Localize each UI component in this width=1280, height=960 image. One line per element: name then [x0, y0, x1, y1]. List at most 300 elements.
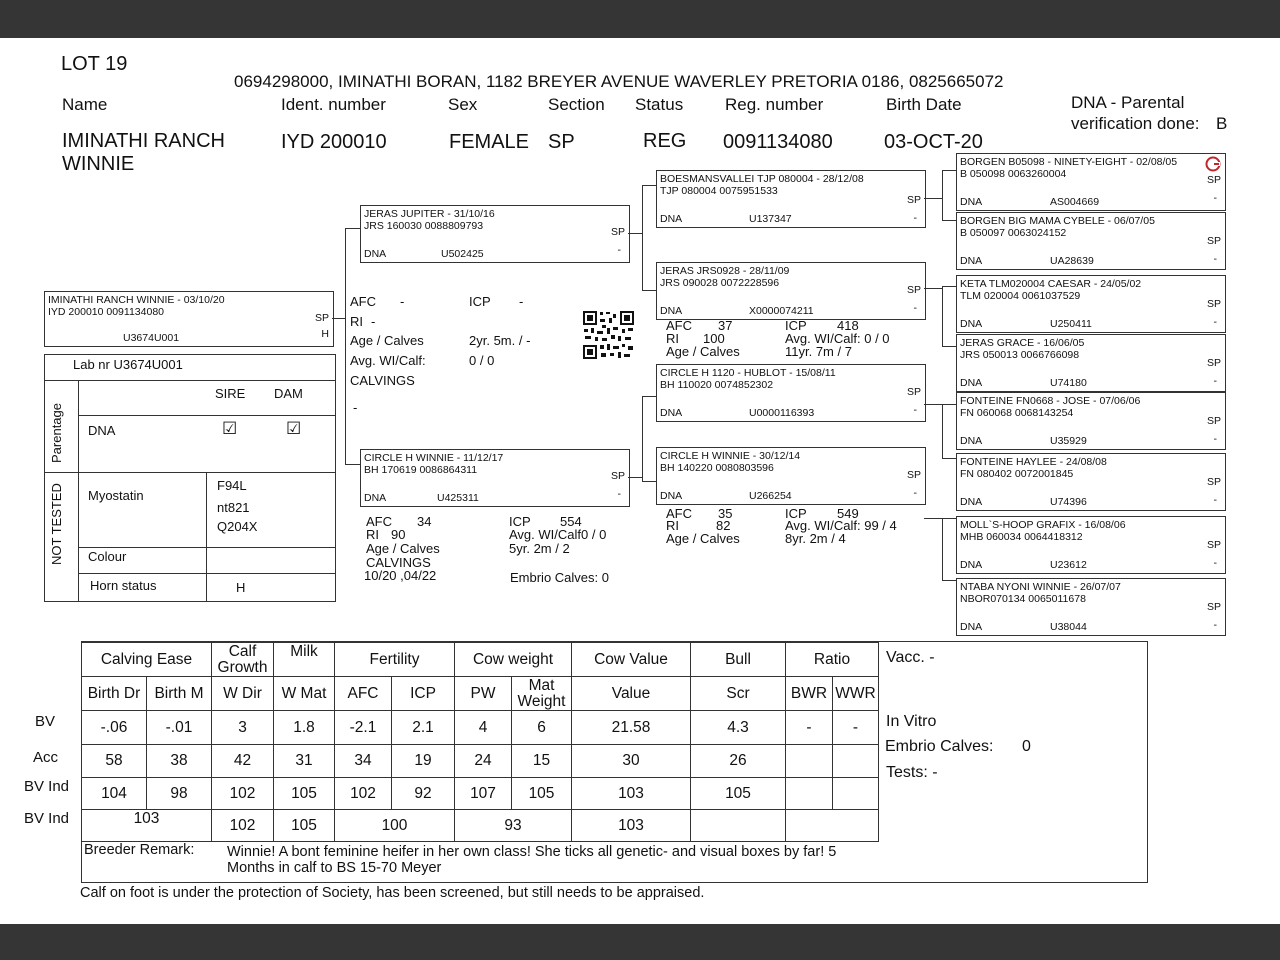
connector-gp1-vertical [942, 170, 943, 220]
connector-ggp7 [942, 518, 956, 519]
main-age-label: Age / Calves [350, 333, 424, 348]
ind-cell: 105 [691, 778, 786, 810]
great-grandparent-box-2 [956, 212, 1226, 270]
gp1-ids: TJP 080004 0075951533 [660, 185, 778, 197]
gp2-title: JERAS JRS0928 - 28/11/09 [660, 265, 790, 277]
sub-icp: ICP [392, 677, 455, 711]
ggp8-ids: NBOR070134 0065011678 [960, 593, 1086, 605]
bv-cell: 4.3 [691, 711, 786, 745]
ind-cell: 105 [274, 778, 335, 810]
dam-dna-value: U425311 [437, 492, 479, 504]
connector-gp2-vertical [942, 286, 943, 346]
gp2-ri-value: 100 [703, 331, 725, 346]
ggp8-dash: - [1213, 619, 1217, 631]
dam-ri-label: RI [366, 527, 379, 542]
dam-afc-label: AFC [366, 514, 392, 529]
gp2-dash: - [913, 302, 917, 314]
ggp5-dna-value: U35929 [1050, 435, 1087, 447]
ggp7-ids: MHB 060034 0064418312 [960, 531, 1083, 543]
footer-note: Calf on foot is under the protection of Society, has been screened, but still needs to be appraised. [80, 885, 705, 901]
animal-reg: 0091134080 [723, 131, 833, 153]
bv-cell: 3 [212, 711, 274, 745]
ggp4-dna-label: DNA [960, 377, 983, 389]
main-animal-h: H [321, 328, 329, 340]
ggp8-dna-label: DNA [960, 621, 983, 633]
breeder-remark-line-2: Months in calf to BS 15-70 Meyer [227, 860, 442, 876]
lab-divider-3 [45, 472, 335, 473]
acc-cell [833, 745, 879, 778]
ggp4-dna-value: U74180 [1050, 377, 1087, 389]
connector-ggp8 [942, 580, 956, 581]
ind-cell: 98 [147, 778, 212, 810]
lab-number: Lab nr U3674U001 [73, 357, 183, 372]
gp4-dna-value: U266254 [749, 490, 792, 502]
main-animal-title: IMINATHI RANCH WINNIE - 03/10/20 [48, 294, 225, 306]
lab-dam-header: DAM [274, 386, 303, 401]
ind-cell: 92 [392, 778, 455, 810]
dam-avg: Avg. WI/Calf0 / 0 [509, 527, 607, 542]
grandparent-box-3 [656, 364, 926, 422]
dam-afc-value: 34 [417, 514, 432, 529]
ggp1-dna-value: AS004669 [1050, 196, 1100, 208]
connector-gp1-mid [924, 198, 942, 199]
ggp4-sp: SP [1206, 357, 1221, 369]
dam-age-label: Age / Calves [366, 541, 440, 556]
ggp8-sp: SP [1206, 601, 1221, 613]
group-ratio: Ratio [786, 643, 879, 677]
ind-cell [833, 778, 879, 810]
header-dna-2: verification done: [1071, 114, 1200, 133]
ggp6-ids: FN 080402 0072001845 [960, 468, 1074, 480]
gp4-afc-label: AFC [666, 506, 692, 521]
dam-calving-dates: 10/20 ,04/22 [364, 568, 437, 583]
ind2-cow-value: 103 [572, 810, 691, 842]
animal-section: SP [548, 131, 575, 153]
lab-vertical-divider [78, 380, 79, 601]
ind-cell: 103 [572, 778, 691, 810]
sub-bwr: BWR [786, 677, 833, 711]
owner-line: 0694298000, IMINATHI BORAN, 1182 BREYER AVENUE WAVERLEY PRETORIA 0186, 0825665072 [234, 72, 1004, 91]
header-ident: Ident. number [281, 95, 386, 114]
bv-cell: 2.1 [392, 711, 455, 745]
connector-gp1 [642, 185, 656, 186]
horn-label: Horn status [90, 578, 157, 593]
gp2-dna-label: DNA [660, 305, 683, 317]
header-birth: Birth Date [886, 95, 962, 114]
ggp8-title: NTABA NYONI WINNIE - 26/07/07 [960, 581, 1121, 593]
ggp6-dna-value: U74396 [1050, 496, 1087, 508]
lab-divider [45, 380, 335, 381]
connector-ggp1 [942, 170, 956, 171]
ind2-milk: 105 [274, 810, 335, 842]
in-vitro-label: In Vitro [886, 713, 937, 730]
dam-dna-checkbox-icon: ☑ [286, 419, 302, 438]
bv-cell: 1.8 [274, 711, 335, 745]
connector-main-mid [332, 318, 345, 319]
sire-sp: SP [610, 226, 625, 238]
sire-dash: - [617, 244, 621, 256]
main-ri-value: - [371, 314, 376, 329]
sub-w-mat: W Mat [274, 677, 335, 711]
colour-label: Colour [88, 549, 127, 564]
group-cow-weight: Cow weight [455, 643, 572, 677]
ggp5-dash: - [1213, 433, 1217, 445]
bottom-bar [0, 924, 1280, 960]
breeder-remark-label: Breeder Remark: [84, 842, 195, 858]
connector-gp3-vertical [942, 404, 943, 458]
ind-cell: 104 [82, 778, 147, 810]
myostatin-label: Myostatin [88, 488, 144, 503]
sub-pw: PW [455, 677, 512, 711]
gp4-age-label: Age / Calves [666, 531, 740, 546]
header-dna-value: B [1216, 114, 1228, 133]
sub-afc: AFC [335, 677, 392, 711]
horn-value: H [236, 580, 246, 595]
ggp1-dash: - [1213, 192, 1217, 204]
bv-cell: - [786, 711, 833, 745]
acc-cell: 58 [82, 745, 147, 778]
acc-cell: 34 [335, 745, 392, 778]
dam-box [360, 449, 630, 507]
lab-vertical-divider-2 [206, 472, 207, 601]
gp4-avg: Avg. WI/Calf: 99 / 4 [785, 518, 897, 533]
dam-ids: BH 170619 0086864311 [364, 464, 478, 476]
main-avg-value: 0 / 0 [469, 353, 495, 368]
qr-code [582, 310, 635, 360]
acc-cell: 15 [512, 745, 572, 778]
ggp4-dash: - [1213, 375, 1217, 387]
bv-cell: 21.58 [572, 711, 691, 745]
connector-gp2-mid [924, 288, 942, 289]
ggp7-dash: - [1213, 557, 1217, 569]
ggp4-ids: JRS 050013 0066766098 [960, 349, 1080, 361]
sire-dna-label: DNA [364, 248, 387, 260]
sub-mat-weight: Mat Weight [512, 677, 572, 711]
gp4-afc-value: 35 [718, 506, 733, 521]
main-calvings-value: - [353, 400, 358, 415]
group-bull: Bull [691, 643, 786, 677]
ggp6-dash: - [1213, 494, 1217, 506]
main-ri-label: RI [350, 314, 363, 329]
connector-main-vertical [345, 228, 346, 464]
animal-name-2: WINNIE [62, 153, 135, 175]
parentage-label: Parentage [49, 403, 64, 463]
header-name: Name [62, 95, 108, 114]
connector-sire-vertical [642, 185, 643, 290]
gp2-afc-label: AFC [666, 318, 692, 333]
row-label-acc: Acc [33, 749, 59, 766]
ggp3-sp: SP [1206, 298, 1221, 310]
dam-title: CIRCLE H WINNIE - 11/12/17 [364, 452, 504, 464]
animal-birth: 03-OCT-20 [884, 131, 983, 153]
ggp6-dna-label: DNA [960, 496, 983, 508]
breeding-values-table [81, 642, 879, 842]
great-grandparent-box-6 [956, 453, 1226, 511]
header-status: Status [635, 95, 684, 114]
connector-gp4-mid [924, 518, 942, 519]
connector-ggp6 [942, 458, 956, 459]
ggp7-dna-value: U23612 [1050, 559, 1087, 571]
bv-cell: 6 [512, 711, 572, 745]
grandparent-box-4 [656, 447, 926, 505]
ind2-calf-growth: 102 [212, 810, 274, 842]
lab-box [44, 354, 336, 602]
ind2-cow-weight: 93 [455, 810, 572, 842]
acc-cell: 30 [572, 745, 691, 778]
header-section: Section [548, 95, 605, 114]
sub-w-dir: W Dir [212, 677, 274, 711]
ggp3-dna-label: DNA [960, 318, 983, 330]
vacc-text: Vacc. - [886, 649, 935, 666]
group-milk: Milk [274, 643, 335, 677]
ggp7-dna-label: DNA [960, 559, 983, 571]
header-sex: Sex [448, 95, 478, 114]
gp1-sp: SP [906, 194, 921, 206]
acc-cell: 38 [147, 745, 212, 778]
gp2-icp-value: 418 [837, 318, 859, 333]
bv-cell: 4 [455, 711, 512, 745]
not-tested-label: NOT TESTED [49, 483, 64, 565]
lab-divider-5 [78, 573, 335, 574]
connector-ggp5 [942, 404, 956, 405]
lot-number: LOT 19 [61, 53, 128, 75]
animal-name-1: IMINATHI RANCH [62, 130, 225, 152]
main-calvings-label: CALVINGS [350, 373, 415, 388]
dam-dash: - [617, 488, 621, 500]
gp4-ri-value: 82 [716, 518, 731, 533]
ind-cell [786, 778, 833, 810]
connector-gp4-vertical [942, 518, 943, 580]
sub-value: Value [572, 677, 691, 711]
ggp3-dna-value: U250411 [1050, 318, 1092, 330]
dam-icp-label: ICP [509, 514, 531, 529]
gp4-ids: BH 140220 0080803596 [660, 462, 774, 474]
gp2-sp: SP [906, 284, 921, 296]
group-calving-ease: Calving Ease [82, 643, 212, 677]
gp1-dash: - [913, 212, 917, 224]
bv-cell: - [833, 711, 879, 745]
main-animal-ids: IYD 200010 0091134080 [48, 306, 164, 318]
gp1-title: BOESMANSVALLEI TJP 080004 - 28/12/08 [660, 173, 864, 185]
dam-ri-value: 90 [391, 527, 406, 542]
main-animal-dna: U3674U001 [123, 332, 180, 344]
main-animal-box [44, 291, 334, 347]
connector-ggp4 [942, 346, 956, 347]
acc-cell: 26 [691, 745, 786, 778]
gp3-title: CIRCLE H 1120 - HUBLOT - 15/08/11 [660, 367, 836, 379]
ind2-bull [691, 810, 786, 842]
gp3-dash: - [913, 404, 917, 416]
animal-sex: FEMALE [449, 131, 530, 153]
grandparent-box-1 [656, 170, 926, 228]
breeder-remark-line-1: Winnie! A bont feminine heifer in her own class! She ticks all genetic- and visual boxes by far! 5 [227, 844, 837, 860]
main-afc-value: - [400, 294, 405, 309]
gp3-dna-value: U0000116393 [749, 407, 815, 419]
ggp1-dna-label: DNA [960, 196, 983, 208]
ggp6-title: FONTEINE HAYLEE - 24/08/08 [960, 456, 1107, 468]
ind2-ratio [786, 810, 879, 842]
connector-gp2 [642, 290, 656, 291]
great-grandparent-box-7 [956, 516, 1226, 574]
sire-title: JERAS JUPITER - 31/10/16 [364, 208, 495, 220]
gp2-age-value: 11yr. 7m / 7 [785, 344, 852, 359]
animal-status: REG [643, 130, 687, 152]
gp1-dna-label: DNA [660, 213, 683, 225]
grandparent-box-2 [656, 262, 926, 320]
row-label-bv-ind: BV Ind [24, 778, 70, 795]
connector-ggp3 [942, 286, 956, 287]
sub-scr: Scr [691, 677, 786, 711]
ggp5-dna-label: DNA [960, 435, 983, 447]
gp2-icp-label: ICP [785, 318, 807, 333]
gp4-ri-label: RI [666, 518, 679, 533]
bv-cell: -2.1 [335, 711, 392, 745]
group-cow-value: Cow Value [572, 643, 691, 677]
great-grandparent-box-8 [956, 578, 1226, 636]
gp2-dna-value: X0000074211 [749, 305, 814, 317]
sire-ids: JRS 160030 0088809793 [364, 220, 484, 232]
lab-dna-label: DNA [88, 423, 116, 438]
great-grandparent-box-4 [956, 334, 1226, 392]
main-icp-label: ICP [469, 294, 491, 309]
main-age-value: 2yr. 5m. / - [469, 333, 531, 348]
gp3-ids: BH 110020 0074852302 [660, 379, 774, 391]
top-bar [0, 0, 1280, 38]
embrio-calves-label: Embrio Calves: [885, 738, 994, 755]
animal-ident: IYD 200010 [281, 131, 387, 153]
gp2-age-label: Age / Calves [666, 344, 740, 359]
gp4-title: CIRCLE H WINNIE - 30/12/14 [660, 450, 801, 462]
ggp8-dna-value: U38044 [1050, 621, 1087, 633]
dam-sp: SP [610, 470, 625, 482]
ind-cell: 102 [335, 778, 392, 810]
connector-dam-mid [628, 477, 642, 478]
ggp1-ids: B 050098 0063260004 [960, 168, 1067, 180]
bv-cell: -.06 [82, 711, 147, 745]
tests-text: Tests: - [886, 764, 938, 781]
lab-sire-header: SIRE [215, 386, 246, 401]
gp2-avg: Avg. WI/Calf: 0 / 0 [785, 331, 890, 346]
sire-box [360, 205, 630, 263]
dam-age-value: 5yr. 2m / 2 [509, 541, 570, 556]
ggp2-dna-value: UA28639 [1050, 255, 1094, 267]
ggp3-title: KETA TLM020004 CAESAR - 24/05/02 [960, 278, 1142, 290]
ggp7-title: MOLL`S-HOOP GRAFIX - 16/08/06 [960, 519, 1126, 531]
ggp5-sp: SP [1206, 415, 1221, 427]
bv-cell: -.01 [147, 711, 212, 745]
connector-main-dam [345, 464, 360, 465]
ggp1-sp: SP [1206, 174, 1221, 186]
great-grandparent-box-3 [956, 275, 1226, 333]
ggp2-sp: SP [1206, 235, 1221, 247]
header-reg: Reg. number [725, 95, 824, 114]
ggp2-dash: - [1213, 253, 1217, 265]
myostatin-q204x: Q204X [217, 519, 258, 534]
certificate-page [0, 38, 1280, 924]
dam-calvings-label: CALVINGS [366, 555, 431, 570]
sire-dna-value: U502425 [441, 248, 484, 260]
ind-cell: 102 [212, 778, 274, 810]
dam-icp-value: 554 [560, 514, 582, 529]
gp3-sp: SP [906, 386, 921, 398]
ind-cell: 107 [455, 778, 512, 810]
ggp2-ids: B 050097 0063024152 [960, 227, 1067, 239]
ggp6-sp: SP [1206, 476, 1221, 488]
dam-embrio-calves: Embrio Calves: 0 [510, 570, 609, 585]
dam-dna-label: DNA [364, 492, 387, 504]
ggp3-ids: TLM 020004 0061037529 [960, 290, 1081, 302]
acc-cell: 19 [392, 745, 455, 778]
sub-birth-m: Birth M [147, 677, 212, 711]
ind-cell: 105 [512, 778, 572, 810]
connector-sire-mid [628, 233, 642, 234]
ggp1-title: BORGEN B05098 - NINETY-EIGHT - 02/08/05 [960, 156, 1178, 168]
society-logo-icon [1205, 156, 1221, 172]
gp1-dna-value: U137347 [749, 213, 792, 225]
great-grandparent-box-1 [956, 153, 1226, 211]
main-avg-label: Avg. WI/Calf: [350, 353, 426, 368]
sire-dna-checkbox-icon: ☑ [222, 419, 238, 438]
acc-cell: 42 [212, 745, 274, 778]
gp4-icp-value: 549 [837, 506, 859, 521]
gp3-dna-label: DNA [660, 407, 683, 419]
ggp7-sp: SP [1206, 539, 1221, 551]
ind2-calving-ease: 103 [82, 810, 212, 842]
myostatin-f94l: F94L [217, 478, 247, 493]
gp4-age-value: 8yr. 2m / 4 [785, 531, 846, 546]
ggp5-title: FONTEINE FN0668 - JOSE - 07/06/06 [960, 395, 1141, 407]
lab-divider-4 [78, 547, 335, 548]
acc-cell [786, 745, 833, 778]
acc-cell: 24 [455, 745, 512, 778]
lab-divider-2 [78, 415, 335, 416]
ind2-fertility: 100 [335, 810, 455, 842]
sub-birth-dr: Birth Dr [82, 677, 147, 711]
group-calf-growth: Calf Growth [212, 643, 274, 677]
connector-main-sire [345, 228, 360, 229]
row-label-bv-ind-2: BV Ind [24, 810, 70, 827]
ggp5-ids: FN 060068 0068143254 [960, 407, 1074, 419]
main-icp-value: - [519, 294, 524, 309]
great-grandparent-box-5 [956, 392, 1226, 450]
gp4-dash: - [913, 487, 917, 499]
ggp2-title: BORGEN BIG MAMA CYBELE - 06/07/05 [960, 215, 1155, 227]
header-dna-1: DNA - Parental [1071, 93, 1185, 112]
connector-gp3 [642, 396, 656, 397]
ggp4-title: JERAS GRACE - 16/06/05 [960, 337, 1085, 349]
ggp3-dash: - [1213, 316, 1217, 328]
group-fertility: Fertility [335, 643, 455, 677]
gp2-ri-label: RI [666, 331, 679, 346]
gp2-afc-value: 37 [718, 318, 733, 333]
embrio-calves-value: 0 [1022, 738, 1031, 755]
gp4-dna-label: DNA [660, 490, 683, 502]
main-animal-sp: SP [314, 312, 329, 324]
connector-gp4 [642, 481, 656, 482]
acc-cell: 31 [274, 745, 335, 778]
ggp2-dna-label: DNA [960, 255, 983, 267]
myostatin-nt821: nt821 [217, 500, 250, 515]
connector-dam-vertical [642, 396, 643, 481]
row-label-bv: BV [35, 713, 56, 730]
sub-wwr: WWR [833, 677, 879, 711]
gp2-ids: JRS 090028 0072228596 [660, 277, 780, 289]
connector-ggp2 [942, 220, 956, 221]
gp4-sp: SP [906, 469, 921, 481]
main-afc-label: AFC [350, 294, 376, 309]
connector-gp3-mid [924, 404, 942, 405]
gp4-icp-label: ICP [785, 506, 807, 521]
